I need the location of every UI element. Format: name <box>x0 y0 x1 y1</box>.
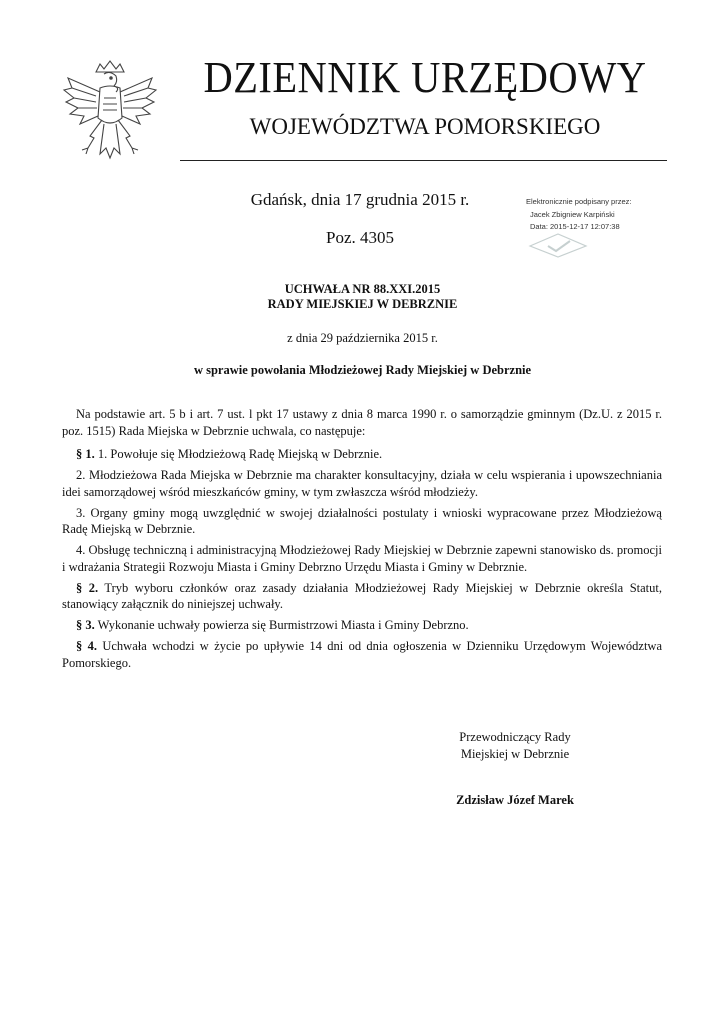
chair-title-line-1: Przewodniczący Rady <box>459 730 571 744</box>
masthead-title: DZIENNIK URZĘDOWY <box>203 53 647 102</box>
chair-title <box>440 729 590 762</box>
section-1-label: § 1. <box>76 447 95 461</box>
section-4-text: Uchwała wchodzi w życie po upływie 14 dni od dnia ogłoszenia w Dzienniku Urzędowym Województwa Pomorskiego. <box>62 639 663 670</box>
section-1-paragraph-4: 4. Obsługę techniczną i administracyjną Młodzieżowej Rady Miejskiej w Debrznie zapewni stanowisko ds. promocji i wdrażania Strategii Rozwoju Miasta i Gminy Debrzno Urzędu Miasta i Gminy w Debrznie. <box>62 543 662 574</box>
chair-title-line-2: Miejskiej w Debrznie <box>460 746 570 761</box>
chair-name: Zdzisław Józef Marek <box>456 793 574 807</box>
resolution-number: UCHWAŁA NR 88.XXI.2015 <box>284 282 441 296</box>
masthead-subtitle: WOJEWÓDZTWA POMORSKIEGO <box>249 114 601 139</box>
section-1-text: 1. Powołuje się Młodzieżową Radę Miejską w Debrznie. <box>94 447 383 461</box>
eagle-emblem-icon <box>60 58 160 170</box>
section-1-paragraph-1 <box>62 446 662 463</box>
signature-label: Elektronicznie podpisany przez: <box>526 197 632 206</box>
section-2-text: Tryb wyboru członków oraz zasady działania Młodzieżowej Rady Miejskiej w Debrznie określa Statut, stanowiący załącznik do niniejszej uchwały. <box>62 580 662 611</box>
legal-basis-paragraph: Na podstawie art. 5 b i art. 7 ust. l pkt 17 ustawy z dnia 8 marca 1990 r. o samorządzie gminnym (Dz.U. z 2015 r. poz. 1515) Rada Miejska w Debrznie uchwala, co następuje: <box>62 407 662 438</box>
section-1-paragraph-2: 2. Młodzieżowa Rada Miejska w Debrznie ma charakter konsultacyjny, działa w celu wspierania i upowszechniania idei samorządowej wśród mieszkańców gminy, w tym zwłaszcza wśród młodzieży. <box>62 468 662 499</box>
section-3-label: § 3. <box>76 618 95 632</box>
signature-check-icon <box>528 232 588 258</box>
signature-date: Data: 2015-12-17 12:07:38 <box>530 222 620 231</box>
resolution-subject: w sprawie powołania Młodzieżowej Rady Miejskiej w Debrznie <box>193 363 532 377</box>
resolution-body <box>62 406 662 676</box>
signature-signer: Jacek Zbigniew Karpiński <box>530 209 615 219</box>
masthead-divider <box>180 160 667 161</box>
resolution-council: RADY MIEJSKIEJ W DEBRZNIE <box>267 297 458 311</box>
resolution-date: z dnia 29 października 2015 r. <box>287 331 438 345</box>
section-1-paragraph-3: 3. Organy gminy mogą uwzględnić w swojej działalności postulaty i wnioski wypracowane przez Młodzieżową Radę Miejską w Debrznie. <box>62 505 662 536</box>
publication-place-date: Gdańsk, dnia 17 grudnia 2015 r. <box>250 190 470 209</box>
resolution-title <box>100 282 625 312</box>
section-2-label: § 2. <box>76 580 99 595</box>
section-3-text: Wykonanie uchwały powierza się Burmistrzowi Miasta i Gminy Debrzno. <box>94 618 469 632</box>
section-4-paragraph <box>62 638 662 671</box>
publication-position: Poz. 4305 <box>326 228 394 247</box>
section-3-paragraph <box>62 617 662 634</box>
section-4-label: § 4. <box>76 639 97 653</box>
section-2-paragraph <box>62 580 662 613</box>
